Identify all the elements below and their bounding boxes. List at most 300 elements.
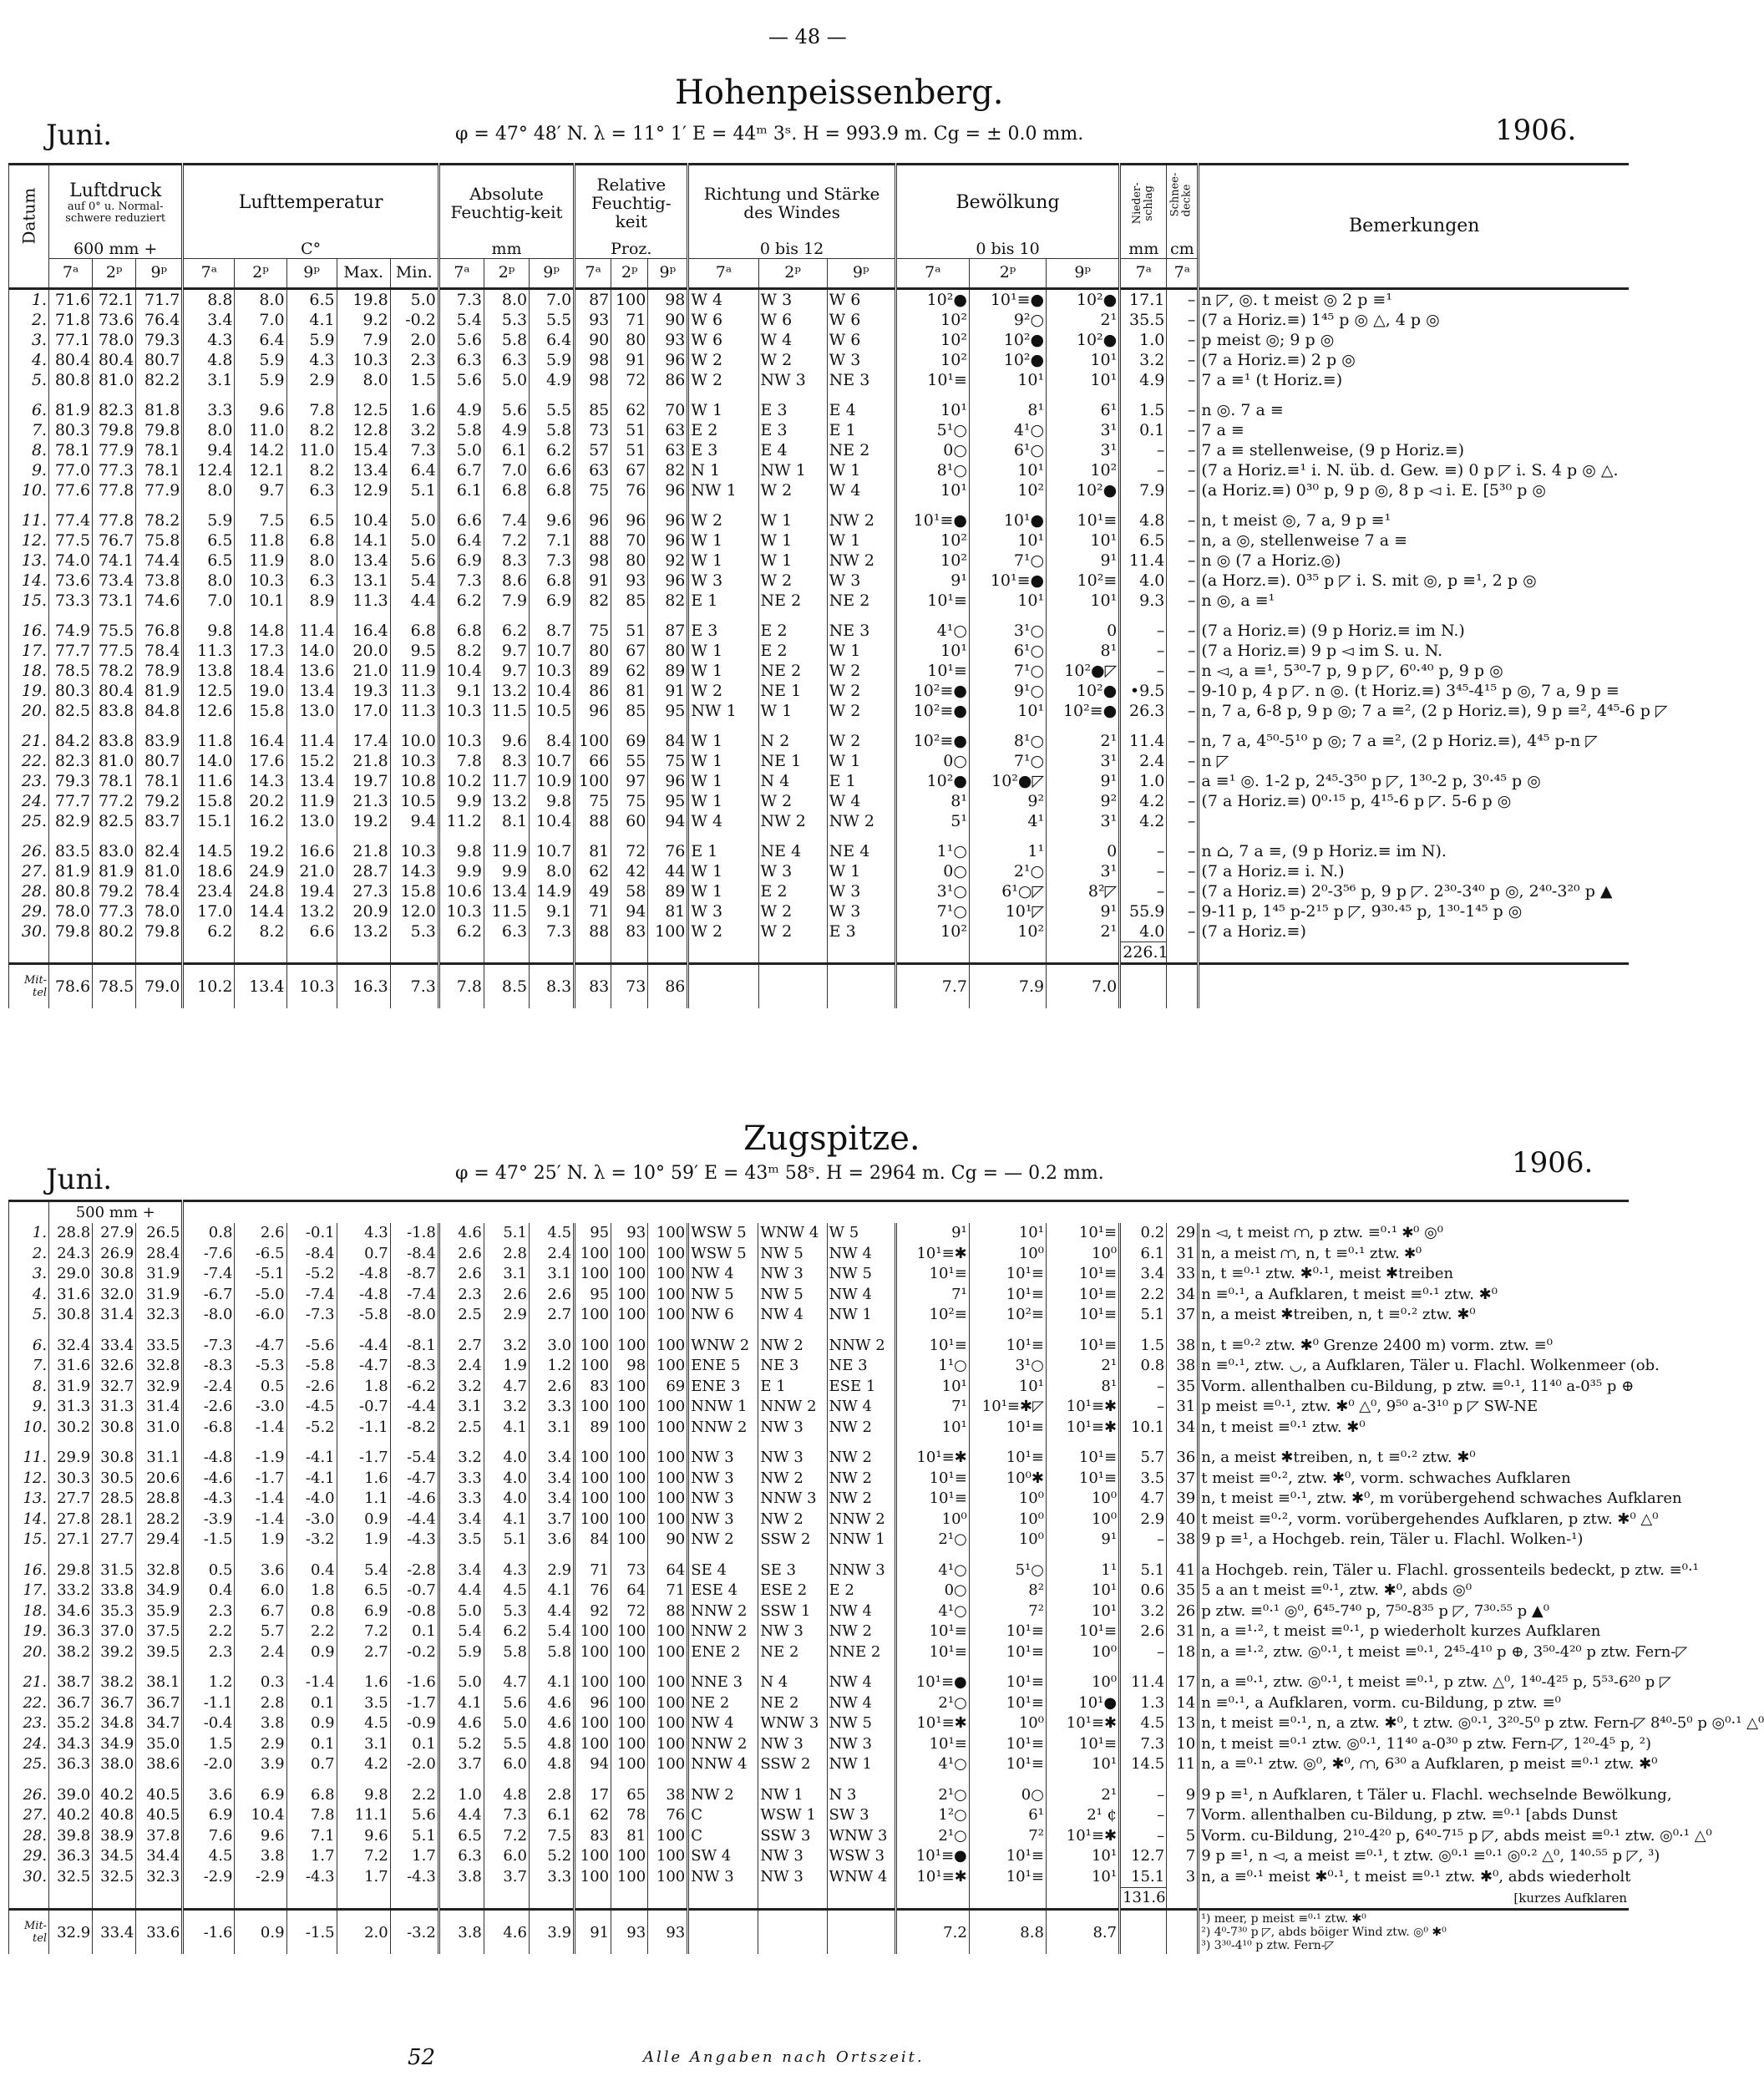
value-cell: –	[1167, 641, 1199, 661]
day-cell: 12.	[9, 1468, 49, 1489]
value-cell: 6.9	[438, 551, 484, 571]
value-cell: 10¹	[1047, 350, 1120, 370]
value-cell: W 6	[827, 288, 895, 310]
value-cell: 3.4	[1120, 1264, 1167, 1285]
mean-cell: 7.0	[1047, 963, 1120, 1008]
value-cell: 10⁰	[969, 1713, 1046, 1734]
value-cell: 38.9	[93, 1825, 136, 1846]
value-cell: 6.5	[286, 510, 337, 530]
value-cell: 10¹◸	[969, 901, 1046, 921]
value-cell: 17.4	[337, 731, 390, 751]
value-cell: W 2	[688, 370, 758, 390]
day-cell: 18.	[9, 1601, 49, 1622]
value-cell: –	[1120, 1825, 1167, 1846]
value-cell: 10²	[969, 480, 1046, 500]
value-cell: -3.2	[286, 1530, 337, 1550]
value-cell: 11.3	[337, 591, 390, 611]
value-cell: NW 3	[688, 1468, 758, 1489]
value-cell: W 2	[758, 791, 827, 811]
value-cell: 4.8	[1120, 510, 1167, 530]
value-cell: 28.7	[337, 861, 390, 881]
value-cell: 14.3	[235, 771, 286, 791]
value-cell: 94	[575, 1754, 611, 1775]
value-cell: 10.9	[530, 771, 575, 791]
value-cell: 10.5	[530, 701, 575, 721]
value-cell: 31.4	[93, 1305, 136, 1326]
value-cell: 13.4	[337, 460, 390, 480]
value-cell: 100	[648, 921, 688, 942]
value-cell: -6.8	[183, 1417, 235, 1438]
value-cell: –	[1167, 661, 1199, 681]
value-cell: –	[1167, 731, 1199, 751]
value-cell: 13.2	[337, 921, 390, 942]
value-cell: 6.5	[1120, 530, 1167, 551]
day-cell: 29.	[9, 1846, 49, 1867]
value-cell: 78.1	[136, 771, 183, 791]
value-cell: 30.2	[49, 1417, 93, 1438]
value-cell: 10.7	[530, 641, 575, 661]
value-cell: 75.8	[136, 530, 183, 551]
value-cell: 9²	[969, 791, 1046, 811]
value-cell: 10¹	[895, 400, 969, 420]
table-row	[9, 510, 1630, 530]
remark-cell: p meist ≡⁰·¹, ztw. ✱⁰ △⁰, 9⁵⁰ a-3¹⁰ p ◸ SW-NE	[1199, 1397, 1629, 1418]
value-cell: –	[1120, 661, 1167, 681]
table-row	[9, 1509, 1630, 1530]
value-cell: –	[1167, 621, 1199, 641]
value-cell: W 2	[827, 731, 895, 751]
value-cell: 78.1	[136, 460, 183, 480]
value-cell: W 2	[758, 571, 827, 591]
value-cell: 14.9	[530, 881, 575, 901]
wind-header: Richtung und Stärke des Windes	[688, 165, 895, 241]
value-cell: 81	[648, 901, 688, 921]
value-cell: W 4	[688, 811, 758, 831]
value-cell: 100	[611, 1733, 648, 1754]
mean-cell	[1167, 963, 1199, 1008]
value-cell: -1.7	[235, 1468, 286, 1489]
remark-cell: n ≡⁰·¹, ztw. ◡, a Aufklaren, Täler u. Flachl. Wolkenmeer (ob.	[1199, 1356, 1629, 1377]
value-cell: W 1	[827, 751, 895, 771]
value-cell: NE 3	[827, 370, 895, 390]
zugspitze-table	[8, 1200, 1764, 1954]
table-row	[9, 1489, 1630, 1510]
value-cell: SE 4	[688, 1560, 758, 1581]
value-cell: 37.8	[136, 1825, 183, 1846]
value-cell: 2.5	[438, 1305, 484, 1326]
value-cell: 34.7	[136, 1713, 183, 1734]
value-cell: 8.0	[183, 571, 235, 591]
mean-cell: 8.3	[530, 963, 575, 1008]
value-cell: 6.3	[438, 1846, 484, 1867]
value-cell: 71	[575, 1560, 611, 1581]
value-cell: –	[1120, 1530, 1167, 1550]
value-cell: 11.8	[235, 530, 286, 551]
value-cell: ENE 5	[688, 1356, 758, 1377]
value-cell: 35.9	[136, 1601, 183, 1622]
value-cell: 6.1	[529, 1805, 574, 1826]
mean-cell: 79.0	[136, 963, 183, 1008]
value-cell: 10.6	[438, 881, 484, 901]
value-cell: W 1	[688, 641, 758, 661]
value-cell: 64	[611, 1581, 648, 1601]
value-cell: 87	[648, 621, 688, 641]
value-cell: 89	[575, 661, 611, 681]
value-cell: 7¹	[895, 1284, 969, 1305]
value-cell: 21.8	[337, 751, 390, 771]
value-cell: 10¹≡	[969, 1264, 1046, 1285]
value-cell: -7.4	[286, 1284, 337, 1305]
value-cell: -4.6	[183, 1468, 235, 1489]
table-row	[9, 571, 1630, 591]
value-cell: E 1	[827, 771, 895, 791]
value-cell: 2.6	[438, 1264, 484, 1285]
mean-cell: 13.4	[235, 963, 286, 1008]
value-cell: 86	[575, 681, 611, 701]
day-cell: 29.	[9, 901, 49, 921]
value-cell: 9.6	[484, 731, 529, 751]
value-cell: –	[1167, 400, 1199, 420]
value-cell: 0.9	[337, 1509, 390, 1530]
value-cell: 33.5	[136, 1335, 183, 1356]
value-cell: 9	[1167, 1784, 1199, 1805]
value-cell: 1.3	[1120, 1693, 1167, 1713]
value-cell: 4.3	[484, 1560, 529, 1581]
table-row	[9, 330, 1630, 350]
value-cell: 3	[1167, 1866, 1199, 1887]
value-cell: 71	[575, 901, 611, 921]
datum-header: Datum	[9, 165, 49, 289]
remark-cell: n, 7 a, 4⁵⁰-5¹⁰ p ◎; 7 a ≡², (2 p Horiz.≡), 4⁴⁵ p-n ◸	[1199, 731, 1629, 751]
value-cell: 2.8	[484, 1243, 529, 1264]
value-cell: 28.2	[136, 1509, 183, 1530]
value-cell: 10⁰✱	[969, 1468, 1046, 1489]
remark-cell: 9 p ≡¹, n ◅, a meist ≡⁰·¹, t ztw. ◎⁰·¹ ≡⁰·¹ ◎⁰·² △⁰, 1⁴⁰·⁵⁵ p ◸, ³)	[1199, 1846, 1629, 1867]
value-cell: 100	[611, 1754, 648, 1775]
value-cell: 75	[575, 480, 611, 500]
col-9p: 9ᵖ	[827, 258, 895, 288]
value-cell: 62	[575, 1805, 611, 1826]
value-cell: 10¹≡●	[895, 510, 969, 530]
remark-cell: 5 a an t meist ≡⁰·¹, ztw. ✱⁰, abds ◎⁰	[1199, 1581, 1629, 1601]
value-cell: 28.4	[136, 1243, 183, 1264]
table-row	[9, 1672, 1630, 1693]
value-cell: 3.4	[529, 1448, 574, 1469]
value-cell: E 1	[688, 591, 758, 611]
value-cell: -2.8	[390, 1560, 438, 1581]
value-cell: 78.2	[93, 661, 136, 681]
mean-cell	[758, 963, 827, 1008]
value-cell: 3.7	[438, 1754, 484, 1775]
table-row	[9, 1713, 1630, 1734]
value-cell: 11.3	[183, 641, 235, 661]
value-cell: 32.4	[49, 1335, 93, 1356]
value-cell: 100	[648, 1335, 688, 1356]
value-cell: 39	[1167, 1489, 1199, 1510]
mean-cell: -3.2	[390, 1910, 438, 1955]
value-cell: –	[1167, 681, 1199, 701]
value-cell: 38.6	[136, 1754, 183, 1775]
value-cell: 31	[1167, 1243, 1199, 1264]
value-cell: NW 3	[688, 1509, 758, 1530]
value-cell: –	[1120, 460, 1167, 480]
value-cell: 11.4	[286, 621, 337, 641]
value-cell: 10¹≡✱	[895, 1866, 969, 1887]
value-cell: 77.8	[93, 510, 136, 530]
mean-cell: 3.8	[438, 1910, 484, 1955]
remarks-header: Bemerkungen	[1199, 165, 1629, 289]
col-9p: 9ᵖ	[530, 258, 575, 288]
value-cell: -8.0	[390, 1305, 438, 1326]
value-cell: -1.6	[390, 1672, 438, 1693]
value-cell: NNE 3	[688, 1672, 758, 1693]
mean-cell: -1.6	[183, 1910, 235, 1955]
value-cell: 100	[611, 1417, 648, 1438]
value-cell: 9¹	[895, 571, 969, 591]
value-cell: NE 2	[688, 1693, 758, 1713]
value-cell: W 2	[688, 350, 758, 370]
value-cell: 10¹≡✱	[1046, 1713, 1119, 1734]
value-cell: 8.9	[286, 591, 337, 611]
remark-cell: p meist ◎; 9 p ◎	[1199, 330, 1629, 350]
value-cell: 10²≡	[969, 1305, 1046, 1326]
value-cell: 64	[648, 1560, 688, 1581]
value-cell: 2.6	[529, 1376, 574, 1397]
value-cell: -3.9	[183, 1509, 235, 1530]
value-cell: 4.0	[1120, 571, 1167, 591]
value-cell: 100	[575, 1356, 611, 1377]
value-cell: 2¹	[1046, 1356, 1119, 1377]
value-cell: 34.9	[93, 1733, 136, 1754]
value-cell: 34.9	[136, 1581, 183, 1601]
value-cell: 78.0	[93, 330, 136, 350]
value-cell: 38	[648, 1784, 688, 1805]
col-9p: 9ᵖ	[286, 258, 337, 288]
value-cell: 100	[648, 1622, 688, 1642]
value-cell: •9.5	[1120, 681, 1167, 701]
table-row	[9, 731, 1630, 751]
mean-row	[9, 1910, 1630, 1955]
remark-cell	[1199, 811, 1629, 831]
value-cell: 67	[611, 641, 648, 661]
snow-header: Schnee-decke	[1167, 165, 1199, 241]
value-cell: 9.9	[484, 861, 529, 881]
value-cell: 10²≡●	[1047, 701, 1120, 721]
value-cell: 9²○	[969, 310, 1046, 330]
value-cell: 1.7	[337, 1866, 390, 1887]
value-cell: 5.3	[390, 921, 438, 942]
value-cell: 7.0	[235, 310, 286, 330]
value-cell: 6.9	[530, 591, 575, 611]
value-cell: 10.0	[390, 731, 438, 751]
value-cell: NW 2	[758, 1335, 827, 1356]
footer-note: Alle Angaben nach Ortszeit.	[643, 2048, 925, 2066]
value-cell: 83	[575, 1825, 611, 1846]
value-cell: 8.7	[530, 621, 575, 641]
value-cell: 11.4	[1120, 1672, 1167, 1693]
value-cell: 100	[611, 1846, 648, 1867]
value-cell: 65	[611, 1784, 648, 1805]
value-cell: 17.0	[337, 701, 390, 721]
value-cell: 10¹≡✱◸	[969, 1397, 1046, 1418]
value-cell: W 3	[827, 901, 895, 921]
day-cell: 27.	[9, 861, 49, 881]
value-cell: NW 3	[758, 1622, 827, 1642]
remark-cell: n ◎ (7 a Horiz.◎)	[1199, 551, 1629, 571]
value-cell: 6.0	[484, 1846, 529, 1867]
value-cell: 7.8	[438, 751, 484, 771]
value-cell: 11.9	[286, 791, 337, 811]
value-cell: 8.0	[235, 288, 286, 310]
value-cell: 34.3	[49, 1733, 93, 1754]
value-cell: 10¹≡	[969, 1642, 1046, 1662]
value-cell: 5.0	[390, 510, 438, 530]
value-cell: 9.1	[438, 681, 484, 701]
value-cell: NNW 2	[758, 1397, 827, 1418]
table-row	[9, 1581, 1630, 1601]
value-cell: 7.2	[337, 1622, 390, 1642]
value-cell: 4¹○	[895, 621, 969, 641]
value-cell: 16.6	[286, 841, 337, 861]
value-cell: 4.1	[529, 1672, 574, 1693]
value-cell: 1²○	[895, 1805, 969, 1826]
value-cell: 100	[611, 1397, 648, 1418]
mean-cell: 4.6	[484, 1910, 529, 1955]
value-cell: 32.0	[93, 1284, 136, 1305]
value-cell: W 4	[688, 288, 758, 310]
value-cell: 4.5	[1120, 1713, 1167, 1734]
value-cell: 40.2	[49, 1805, 93, 1826]
value-cell: NW 3	[688, 1866, 758, 1887]
value-cell: 100	[611, 1335, 648, 1356]
value-cell: NE 3	[758, 1356, 827, 1377]
value-cell: 3.8	[235, 1713, 286, 1734]
col-9p: 9ᵖ	[1047, 258, 1120, 288]
value-cell: 81.9	[93, 861, 136, 881]
value-cell: 17	[1167, 1672, 1199, 1693]
value-cell: 70	[611, 530, 648, 551]
value-cell: 27.1	[49, 1530, 93, 1550]
value-cell: 29.8	[49, 1560, 93, 1581]
value-cell: 0.5	[183, 1560, 235, 1581]
value-cell: W 3	[688, 901, 758, 921]
value-cell: 3.5	[337, 1693, 390, 1713]
table-row	[9, 901, 1630, 921]
value-cell: 8.2	[286, 460, 337, 480]
year-label: 1906.	[1495, 114, 1577, 147]
value-cell: 11.7	[484, 771, 529, 791]
value-cell: 7¹○	[969, 551, 1046, 571]
remark-cell: a Hochgeb. rein, Täler u. Flachl. grossenteils bedeckt, p ztw. ≡⁰·¹	[1199, 1560, 1629, 1581]
value-cell: NW 5	[827, 1264, 895, 1285]
value-cell: NW 3	[758, 1417, 827, 1438]
mean-cell: 3.9	[529, 1910, 574, 1955]
value-cell: 92	[575, 1601, 611, 1622]
value-cell: 29.9	[49, 1448, 93, 1469]
value-cell: 5.0	[438, 1601, 484, 1622]
value-cell: 10¹	[1046, 1601, 1119, 1622]
value-cell: W 6	[827, 310, 895, 330]
sheet-number: 52	[408, 2045, 436, 2070]
value-cell: W 6	[688, 330, 758, 350]
value-cell: 15.1	[183, 811, 235, 831]
value-cell: 96	[648, 530, 688, 551]
table-row	[9, 1733, 1630, 1754]
value-cell: 10¹≡	[969, 1846, 1046, 1867]
day-cell: 14.	[9, 571, 49, 591]
value-cell: W 1	[758, 510, 827, 530]
value-cell: 6.1	[438, 480, 484, 500]
value-cell: 7.5	[529, 1825, 574, 1846]
mean-cell: 7.9	[969, 963, 1046, 1008]
value-cell: 32.8	[136, 1356, 183, 1377]
value-cell: 100	[648, 1284, 688, 1305]
value-cell: 100	[575, 731, 611, 751]
value-cell: 6.3	[286, 571, 337, 591]
value-cell: 31.0	[136, 1417, 183, 1438]
value-cell: 100	[611, 1530, 648, 1550]
value-cell: –	[1167, 791, 1199, 811]
value-cell: 11.9	[390, 661, 438, 681]
value-cell: 10²●◸	[969, 771, 1046, 791]
pressure-unit: 600 mm +	[49, 241, 183, 258]
value-cell: –	[1120, 841, 1167, 861]
value-cell: E 3	[688, 440, 758, 460]
value-cell: -7.6	[183, 1243, 235, 1264]
value-cell: 12.1	[235, 460, 286, 480]
station-title-zugspitze: Zugspitze.	[743, 1119, 920, 1158]
value-cell: 100	[575, 1622, 611, 1642]
value-cell: 4.9	[1120, 370, 1167, 390]
mean-cell: 33.6	[136, 1910, 183, 1955]
value-cell: NW 2	[758, 1468, 827, 1489]
value-cell: NW 2	[827, 1468, 895, 1489]
value-cell: 7.3	[438, 571, 484, 591]
value-cell: 13.8	[183, 661, 235, 681]
value-cell: 73.6	[49, 571, 93, 591]
table-row	[9, 350, 1630, 370]
value-cell: 39.2	[93, 1642, 136, 1662]
value-cell: 10²	[895, 530, 969, 551]
remark-cell: (7 a Horiz.≡) 2 p ◎	[1199, 350, 1629, 370]
mean-cell: 7.2	[895, 1910, 969, 1955]
value-cell: 12.8	[337, 420, 390, 440]
value-cell: 14.0	[183, 751, 235, 771]
day-cell: 18.	[9, 661, 49, 681]
value-cell: 20.9	[337, 901, 390, 921]
value-cell: 2¹	[1047, 310, 1120, 330]
value-cell: 71.8	[49, 310, 93, 330]
value-cell: 10¹≡	[969, 1733, 1046, 1754]
col-2p: 2ᵖ	[758, 258, 827, 288]
value-cell: 10⁰	[1046, 1489, 1119, 1510]
value-cell: 12.0	[390, 901, 438, 921]
value-cell: 21.8	[337, 841, 390, 861]
value-cell: -1.1	[337, 1417, 390, 1438]
value-cell: 1¹	[1046, 1560, 1119, 1581]
value-cell: W 1	[758, 701, 827, 721]
remark-cell: n, a ≡⁰·¹ meist ✱⁰·¹, t meist ≡⁰·¹ ztw. ✱⁰, abds wiederholt	[1199, 1866, 1629, 1887]
value-cell: -2.9	[183, 1866, 235, 1887]
value-cell: 26.5	[136, 1223, 183, 1244]
value-cell: 40.2	[93, 1784, 136, 1805]
value-cell: 10¹≡	[969, 1448, 1046, 1469]
value-cell: 100	[611, 1284, 648, 1305]
mean-cell: 86	[648, 963, 688, 1008]
value-cell: 0.1	[390, 1622, 438, 1642]
value-cell: 100	[575, 1335, 611, 1356]
day-cell: 2.	[9, 1243, 49, 1264]
